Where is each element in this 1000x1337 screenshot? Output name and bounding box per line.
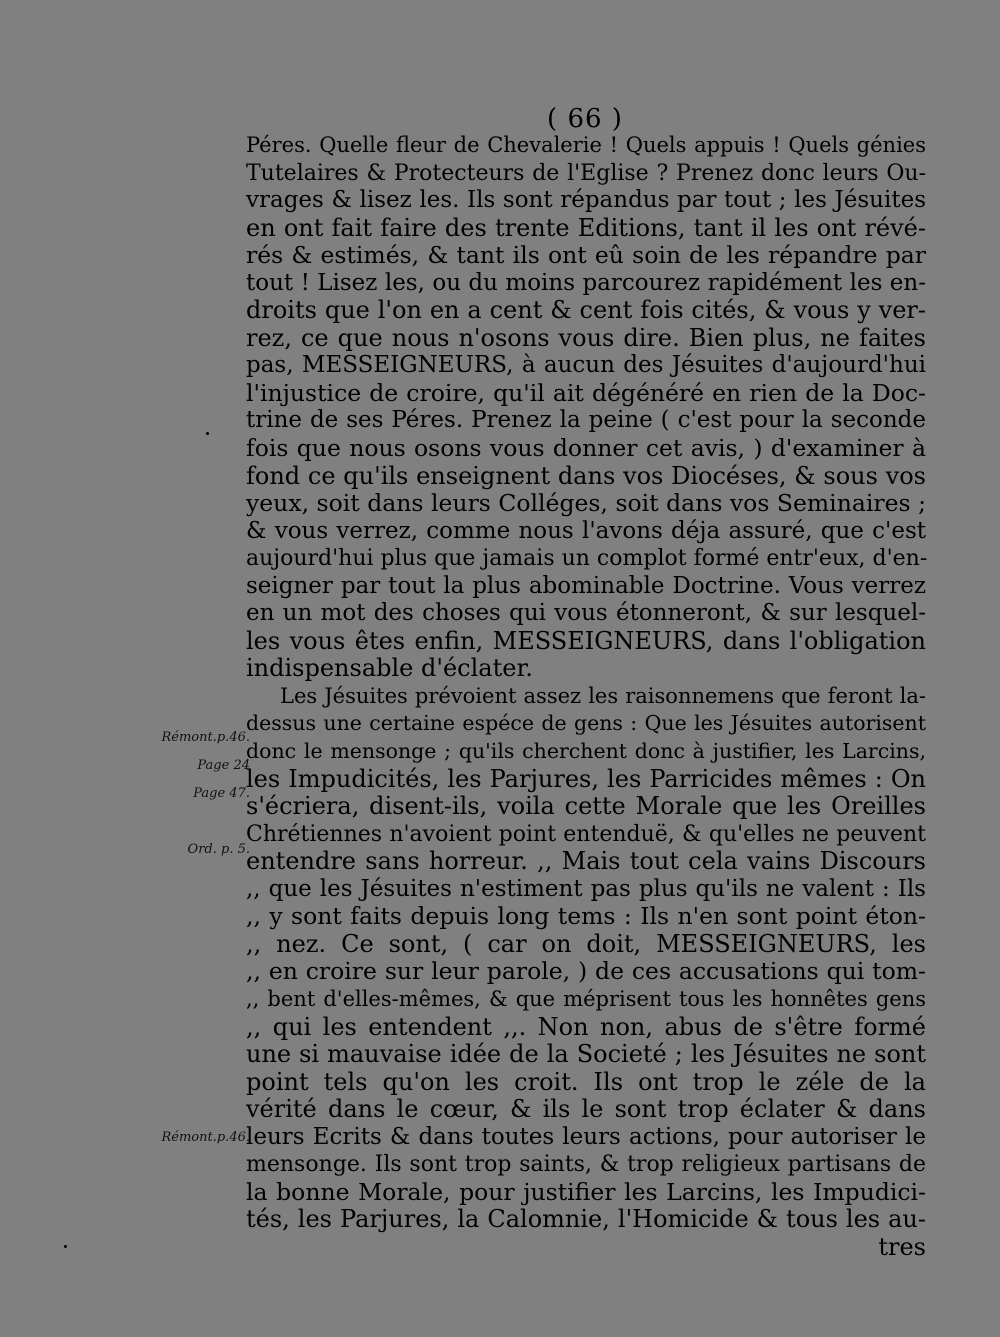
text-line: yeux, soit dans leurs Colléges, soit dans vos Seminaires ; [246, 489, 926, 518]
text-line: ,, nez. Ce sont, ( car on doit, MESSEIGNEURS, les [246, 929, 926, 958]
margin-note: Page 47. [193, 786, 250, 801]
text-line: vrages & lisez les. Ils sont répandus par tout ; les Jésuites [246, 187, 926, 214]
text-line: fois que nous osons vous donner cet avis, ) d'examiner à [246, 434, 926, 463]
text-line: en ont fait faire des trente Editions, tant il les ont révé- [246, 213, 926, 242]
text-line: ,, y sont faits depuis long tems : Ils n'en sont point éton- [246, 902, 926, 931]
catchword: tres [878, 1232, 926, 1261]
text-line: point tels qu'on les croit. Ils ont trop le zéle de la [246, 1067, 926, 1096]
text-line: rés & estimés, & tant ils ont eû soin de les répandre par [246, 241, 926, 270]
text-line: pas, MESSEIGNEURS, à aucun des Jésuites d'aujourd'hui [246, 352, 926, 379]
text-line: les vous êtes enfin, MESSEIGNEURS, dans l'obligation [246, 626, 926, 655]
page-number: ( 66 ) [547, 104, 623, 134]
text-line: tés, les Parjures, la Calomnie, l'Homicide & tous les au- [246, 1205, 926, 1234]
text-line: entendre sans horreur. ,, Mais tout cela vains Discours [246, 847, 926, 876]
text-line: rez, ce que nous n'osons vous dire. Bien plus, ne faites [246, 323, 926, 352]
text-line: indispensable d'éclater. [246, 654, 533, 683]
text-line: Péres. Quelle fleur de Chevalerie ! Quels appuis ! Quels génies [246, 133, 926, 157]
text-line: ,, qui les entendent ,,. Non non, abus de s'être formé [246, 1012, 926, 1041]
text-line: ,, en croire sur leur parole, ) de ces accusations qui tom- [246, 957, 926, 986]
text-line: l'injustice de croire, qu'il ait dégénéré en rien de la Doc- [246, 378, 926, 407]
text-line: Chrétiennes n'avoient point entenduë, & qu'elles ne peuvent [246, 821, 926, 847]
text-line: dessus une certaine espéce de gens : Que les Jésuites autorisent [246, 711, 926, 736]
text-line: ,, que les Jésuites n'estiment pas plus qu'ils ne valent : Ils [246, 875, 926, 902]
text-line: tout ! Lisez les, ou du moins parcourez rapidément les en- [246, 269, 926, 296]
margin-note: Rémont.p.46. [161, 1130, 250, 1145]
ink-speck [206, 432, 209, 435]
text-line: aujourd'hui plus que jamais un complot formé entr'eux, d'en- [246, 546, 928, 572]
text-line: donc le mensonge ; qu'ils cherchent donc à justifier, les Larcins, [246, 739, 926, 764]
text-line: Tutelaires & Protecteurs de l'Eglise ? Prenez donc leurs Ou- [246, 160, 926, 186]
margin-note: Ord. p. 5. [187, 842, 250, 857]
margin-note: Page 24 [197, 758, 250, 773]
ink-speck [64, 1245, 67, 1248]
margin-note: Rémont.p.46. [161, 730, 250, 745]
body-text [246, 132, 926, 1261]
text-line: vérité dans le cœur, & ils le sont trop éclater & dans [246, 1095, 926, 1124]
text-line: la bonne Morale, pour justifier les Larcins, les Impudici- [246, 1177, 926, 1206]
text-line: s'écriera, disent-ils, voila cette Morale que les Oreilles [246, 792, 926, 821]
text-line: les Impudicités, les Parjures, les Parricides mêmes : On [246, 764, 926, 793]
text-line: Les Jésuites prévoient assez les raisonnemens que feront la- [280, 683, 926, 708]
text-line: leurs Ecrits & dans toutes leurs actions, pour autoriser le [246, 1123, 926, 1150]
text-line: & vous verrez, comme nous l'avons déja assuré, que c'est [246, 517, 926, 544]
text-line: droits que l'on en a cent & cent fois cités, & vous y ver- [246, 296, 926, 325]
text-line: seigner par tout la plus abominable Doctrine. Vous verrez [246, 572, 926, 599]
text-line: fond ce qu'ils enseignent dans vos Diocéses, & sous vos [246, 461, 926, 490]
text-line: en un mot des choses qui vous étonneront, & sur lesquel- [246, 600, 926, 627]
text-line: une si mauvaise idée de la Societé ; les Jésuites ne sont [246, 1040, 926, 1069]
text-line: ,, bent d'elles-mêmes, & que méprisent tous les honnêtes gens [246, 986, 926, 1011]
margin-notes [0, 0, 250, 1337]
text-line: mensonge. Ils sont trop saints, & trop religieux partisans de [246, 1152, 926, 1178]
text-line: trine de ses Péres. Prenez la peine ( c'est pour la seconde [246, 407, 926, 434]
